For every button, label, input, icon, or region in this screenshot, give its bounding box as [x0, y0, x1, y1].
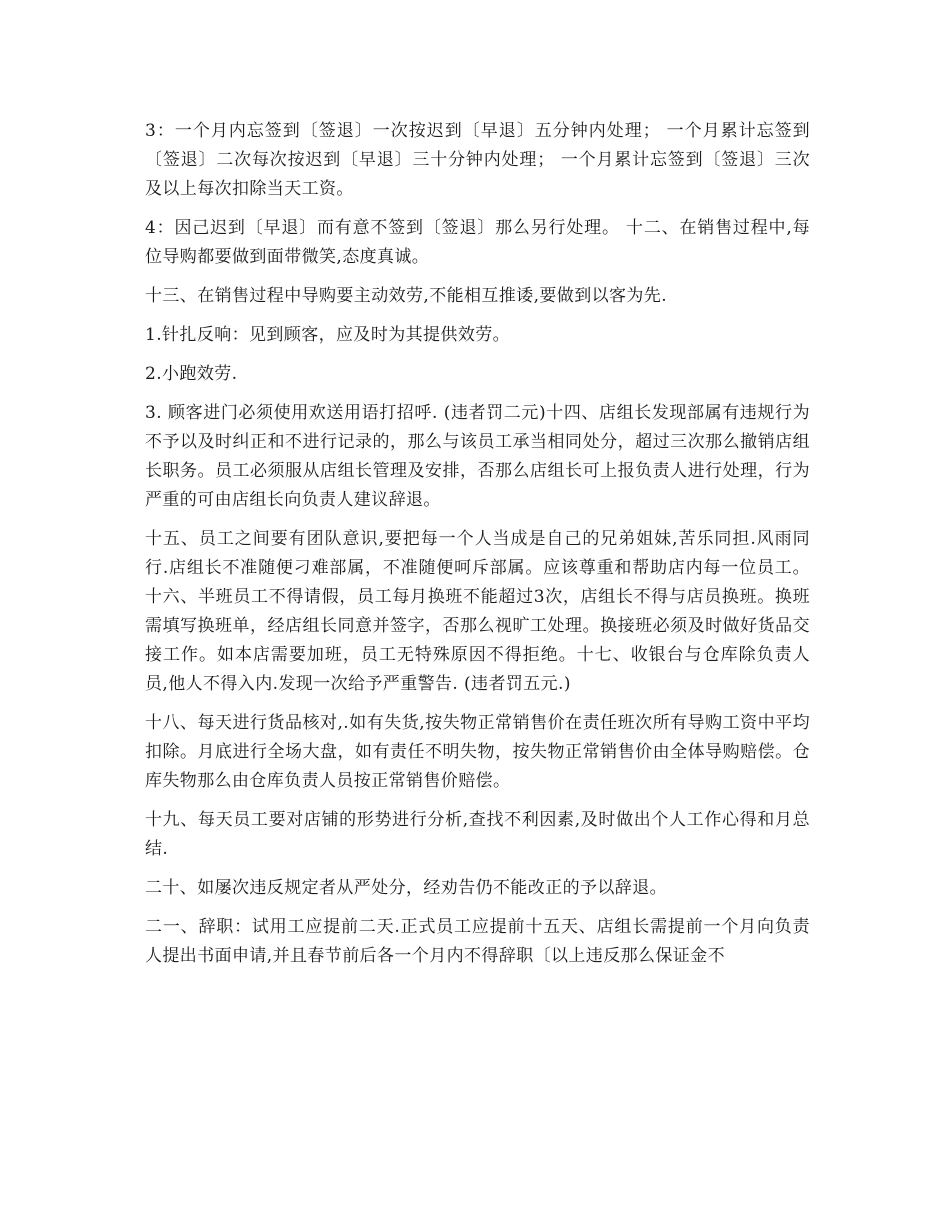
document-page: [145, 117, 810, 981]
paragraph-rule-twenty-one: 二一、辞职：试用工应提前二天.正式员工应提前十五天、店组长需提前一个月向负责人提出书面申请,并且春节前后各一个月内不得辞职〔以上违反那么保证金不: [145, 917, 810, 966]
paragraph-rule-4-and-twelve: 4：因己迟到〔早退〕而有意不签到〔签退〕那么另行处理。 十二、在销售过程中,每位导购都要做到面带微笑,态度真诚。: [145, 218, 810, 267]
paragraph-item-3-and-fourteen: 3. 顾客进门必须使用欢送用语打招呼. (违者罚二元)十四、店组长发现部属有违规行为不予以及时纠正和不进行记录的，那么与该员工承当相同处分，超过三次那么撤销店组长职务。员工必须服从店组长管理及安排，否那么店组长可上报负责人进行处理，行为严重的可由店组长向负责人建议辞退。: [145, 403, 810, 510]
paragraph-item-1: 1.针扎反响：见到顾客，应及时为其提供效劳。: [145, 325, 511, 345]
paragraph-rule-eighteen: 十八、每天进行货品核对,.如有失货,按失物正常销售价在责任班次所有导购工资中平均扣除。月底进行全场大盘，如有责任不明失物，按失物正常销售价由全体导购赔偿。仓库失物那么由仓库负责人员按正常销售价赔偿。: [145, 713, 810, 791]
paragraph-rule-nineteen: 十九、每天员工要对店铺的形势进行分析,查找不利因素,及时做出个人工作心得和月总结.: [145, 810, 810, 859]
paragraph-rule-fifteen-to-seventeen: 十五、员工之间要有团队意识,要把每一个人当成是自己的兄弟姐妹,苦乐同担.风雨同行.店组长不准随便刁难部属，不准随便呵斥部属。应该尊重和帮助店内每一位员工。十六、半班员工不得请假，员工每月换班不能超过3次，店组长不得与店员换班。换班需填写换班单，经店组长同意并签字，否那么视旷工处理。换接班必须及时做好货品交接工作。如本店需要加班，员工无特殊原因不得拒绝。十七、收银台与仓库除负责人员,他人不得入内.发现一次给予严重警告. (违者罚五元.): [145, 529, 810, 694]
paragraph-rule-3-sign-in: 3：一个月内忘签到〔签退〕一次按迟到〔早退〕五分钟内处理； 一个月累计忘签到〔签退〕二次每次按迟到〔早退〕三十分钟内处理； 一个月累计忘签到〔签退〕三次及以上每次扣除当天工资。: [145, 121, 810, 199]
paragraph-rule-thirteen: 十三、在销售过程中导购要主动效劳,不能相互推诿,要做到以客为先.: [145, 286, 668, 306]
paragraph-item-2: 2.小跑效劳.: [145, 364, 238, 384]
paragraph-rule-twenty: 二十、如屡次违反规定者从严处分，经劝告仍不能改正的予以辞退。: [145, 878, 667, 898]
